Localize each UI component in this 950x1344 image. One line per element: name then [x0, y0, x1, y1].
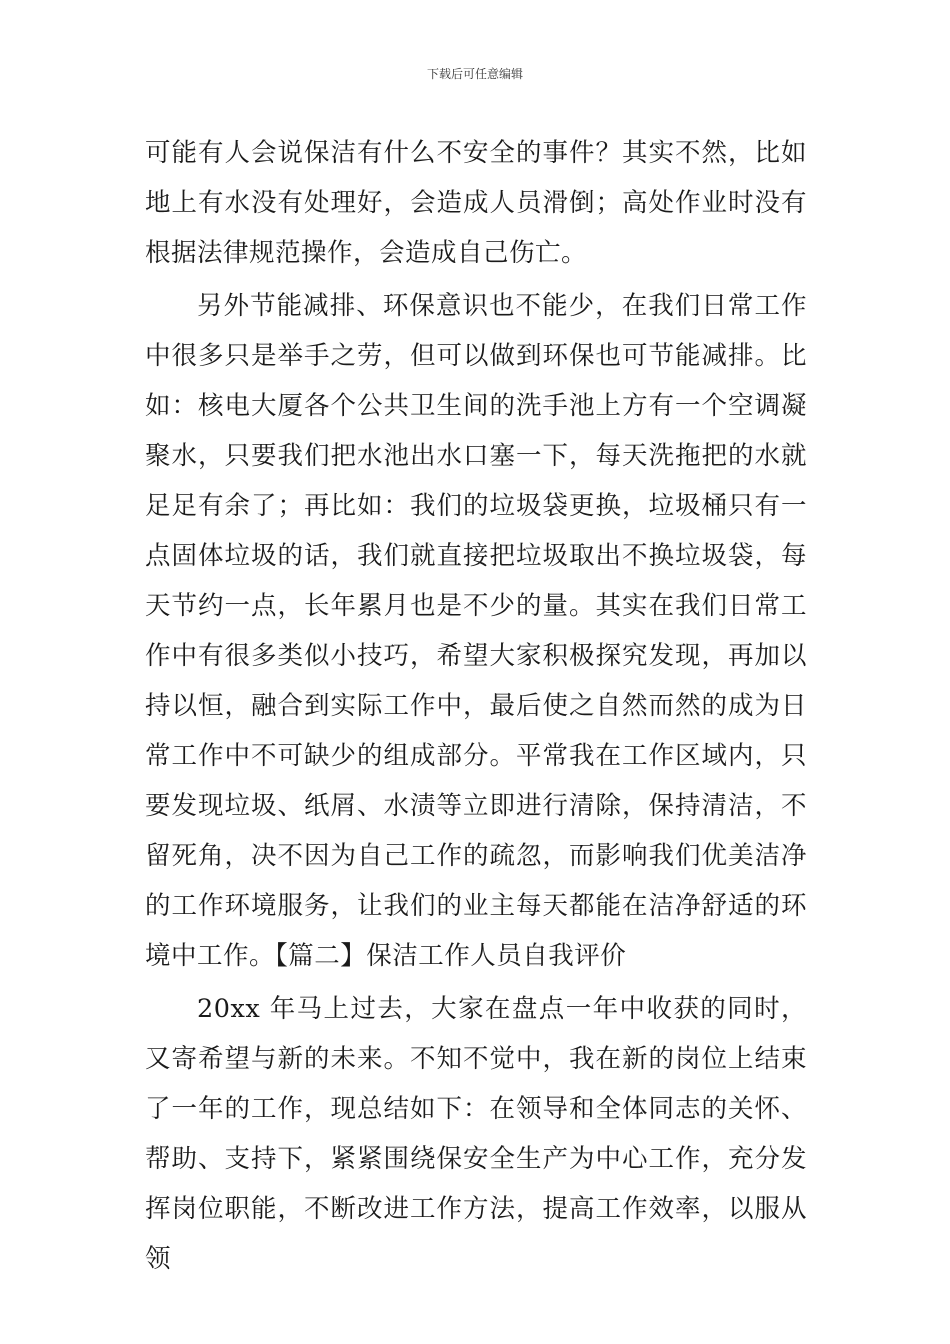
paragraph-safety: 可能有人会说保洁有什么不安全的事件？其实不然，比如地上有水没有处理好，会造成人员滑倒；高处作业时没有根据法律规范操作，会造成自己伤亡。: [145, 138, 807, 268]
page-header-note: 下载后可任意编辑: [426, 67, 523, 81]
paragraph-year-summary: 20xx 年马上过去，大家在盘点一年中收获的同时，又寄希望与新的未来。不知不觉中，我在新的岗位上结束了一年的工作，现总结如下：在领导和全体同志的关怀、帮助、支持下，紧紧围绕保安全生产为中心工作，充分发挥岗位职能，不断改进工作方法，提高工作效率，以服从领: [145, 994, 807, 1274]
document-body: [145, 128, 807, 1287]
paragraph-energy-saving: 另外节能减排、环保意识也不能少，在我们日常工作中很多只是举手之劳，但可以做到环保也可节能减排。比如：核电大厦各个公共卫生间的洗手池上方有一个空调凝聚水，只要我们把水池出水口塞一下，每天洗拖把的水就足足有余了；再比如：我们的垃圾袋更换，垃圾桶只有一点固体垃圾的话，我们就直接把垃圾取出不换垃圾袋，每天节约一点，长年累月也是不少的量。其实在我们日常工作中有很多类似小技巧，希望大家积极探究发现，再加以持以恒，融合到实际工作中，最后使之自然而然的成为日常工作中不可缺少的组成部分。平常我在工作区域内，只要发现垃圾、纸屑、水渍等立即进行清除，保持清洁，不留死角，决不因为自己工作的疏忽，而影响我们优美洁净的工作环境服务，让我们的业主每天都能在洁净舒适的环境中工作。【篇二】保洁工作人员自我评价: [145, 291, 807, 971]
